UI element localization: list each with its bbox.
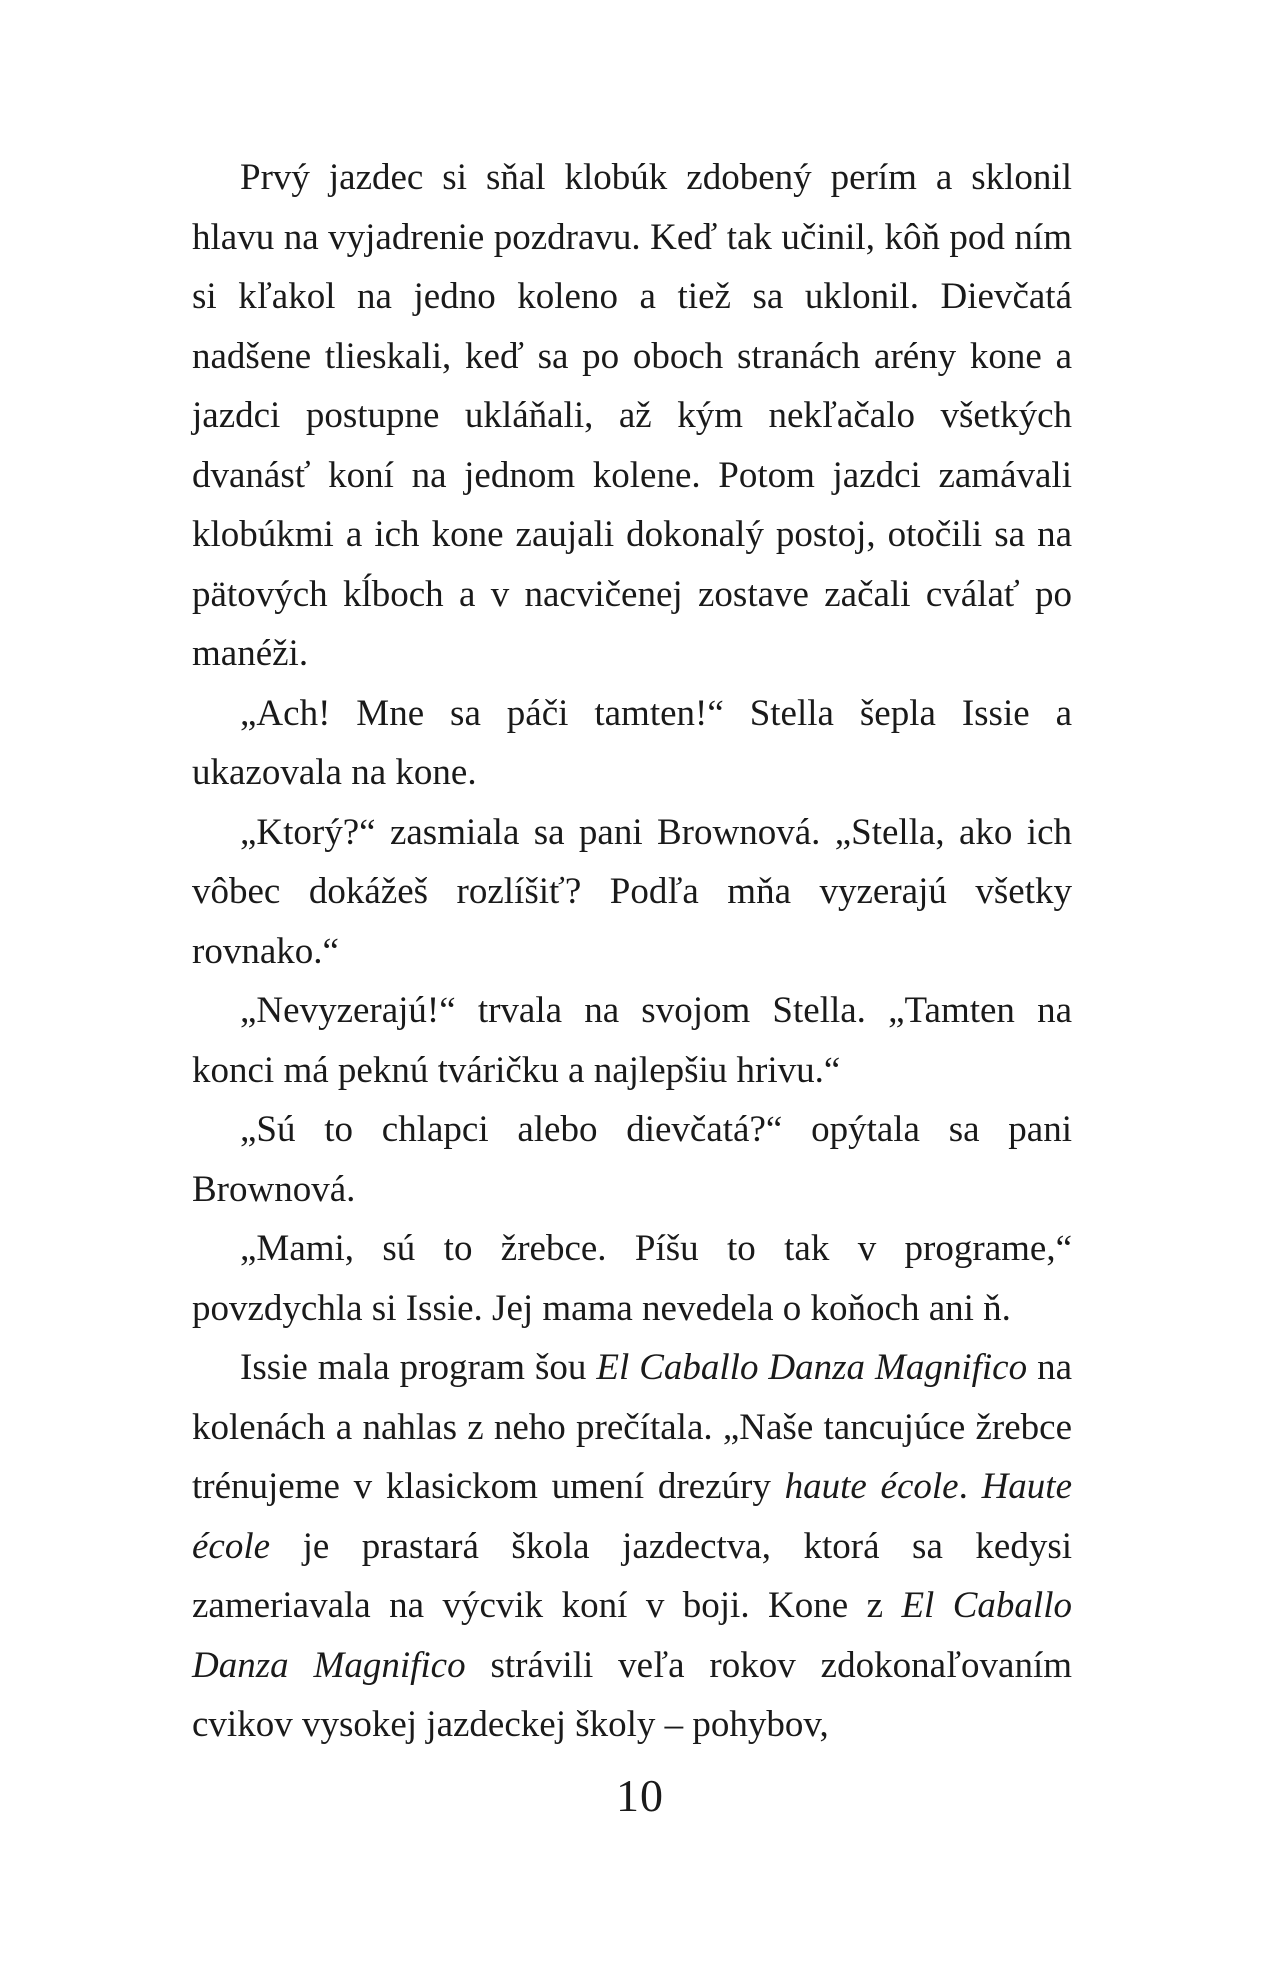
text-segment: „Ach! Mne sa páči tamten!“ Stella šepla Issie a ukazovala na kone. [192, 692, 1072, 793]
italic-segment: El Caballo Danza Magnifico [192, 1585, 1072, 1686]
text-segment: „Sú to chlapci alebo dievčatá?“ opýtala sa pani Brownová. [192, 1109, 1072, 1210]
text-segment: Issie mala program šou [240, 1347, 597, 1388]
text-segment: . [958, 1466, 982, 1507]
italic-segment: haute école [784, 1466, 959, 1507]
text-segment: „Mami, sú to žrebce. Píšu to tak v programe,“ povzdychla si Issie. Jej mama nevedela o koňoch ani ň. [192, 1228, 1072, 1329]
text-segment: strávili veľa rokov zdokonaľovaním cvikov vysokej jazdeckej školy – pohybov, [192, 1644, 1073, 1745]
paragraph [192, 1338, 1072, 1755]
italic-segment: Haute école [192, 1466, 1073, 1567]
paragraph [192, 148, 1072, 684]
paragraph [192, 1100, 1072, 1219]
text-segment: „Ktorý?“ zasmiala sa pani Brownová. „Stella, ako ich vôbec dokážeš rozlíšiť? Podľa mňa vyzerajú všetky rovnako.“ [192, 811, 1072, 972]
body-text [192, 148, 1072, 1755]
paragraph [192, 803, 1072, 982]
text-segment: na kolenách a nahlas z neho prečítala. „Naše tancujúce žrebce trénujeme v klasickom umení drezúry [192, 1347, 1072, 1507]
paragraph [192, 684, 1072, 803]
paragraph [192, 1219, 1072, 1338]
text-segment: „Nevyzerajú!“ trvala na svojom Stella. „Tamten na konci má peknú tváričku a najlepšiu hrivu.“ [192, 990, 1072, 1091]
text-segment: Prvý jazdec si sňal klobúk zdobený perím a sklonil hlavu na vyjadrenie pozdravu. Keď tak učinil, kôň pod ním si kľakol na jedno koleno a tiež sa uklonil. Dievčatá nadšene tlieskali, keď sa po oboch stranách arény kone a jazdci postupne ukláňali, až kým nekľačalo všetkých dvanásť koní na jednom kolene. Potom jazdci zamávali klobúkmi a ich kone zaujali dokonalý postoj, otočili sa na pätových kĺboch a v nacvičenej zostave začali cválať po manéži. [192, 157, 1072, 674]
page-number: 10 [616, 1770, 664, 1821]
italic-segment: El Caballo Danza Magnifico [596, 1347, 1028, 1388]
text-segment: je prastará škola jazdectva, ktorá sa kedysi zameriavala na výcvik koní v boji. Kone z [192, 1525, 1072, 1626]
paragraph [192, 981, 1072, 1100]
